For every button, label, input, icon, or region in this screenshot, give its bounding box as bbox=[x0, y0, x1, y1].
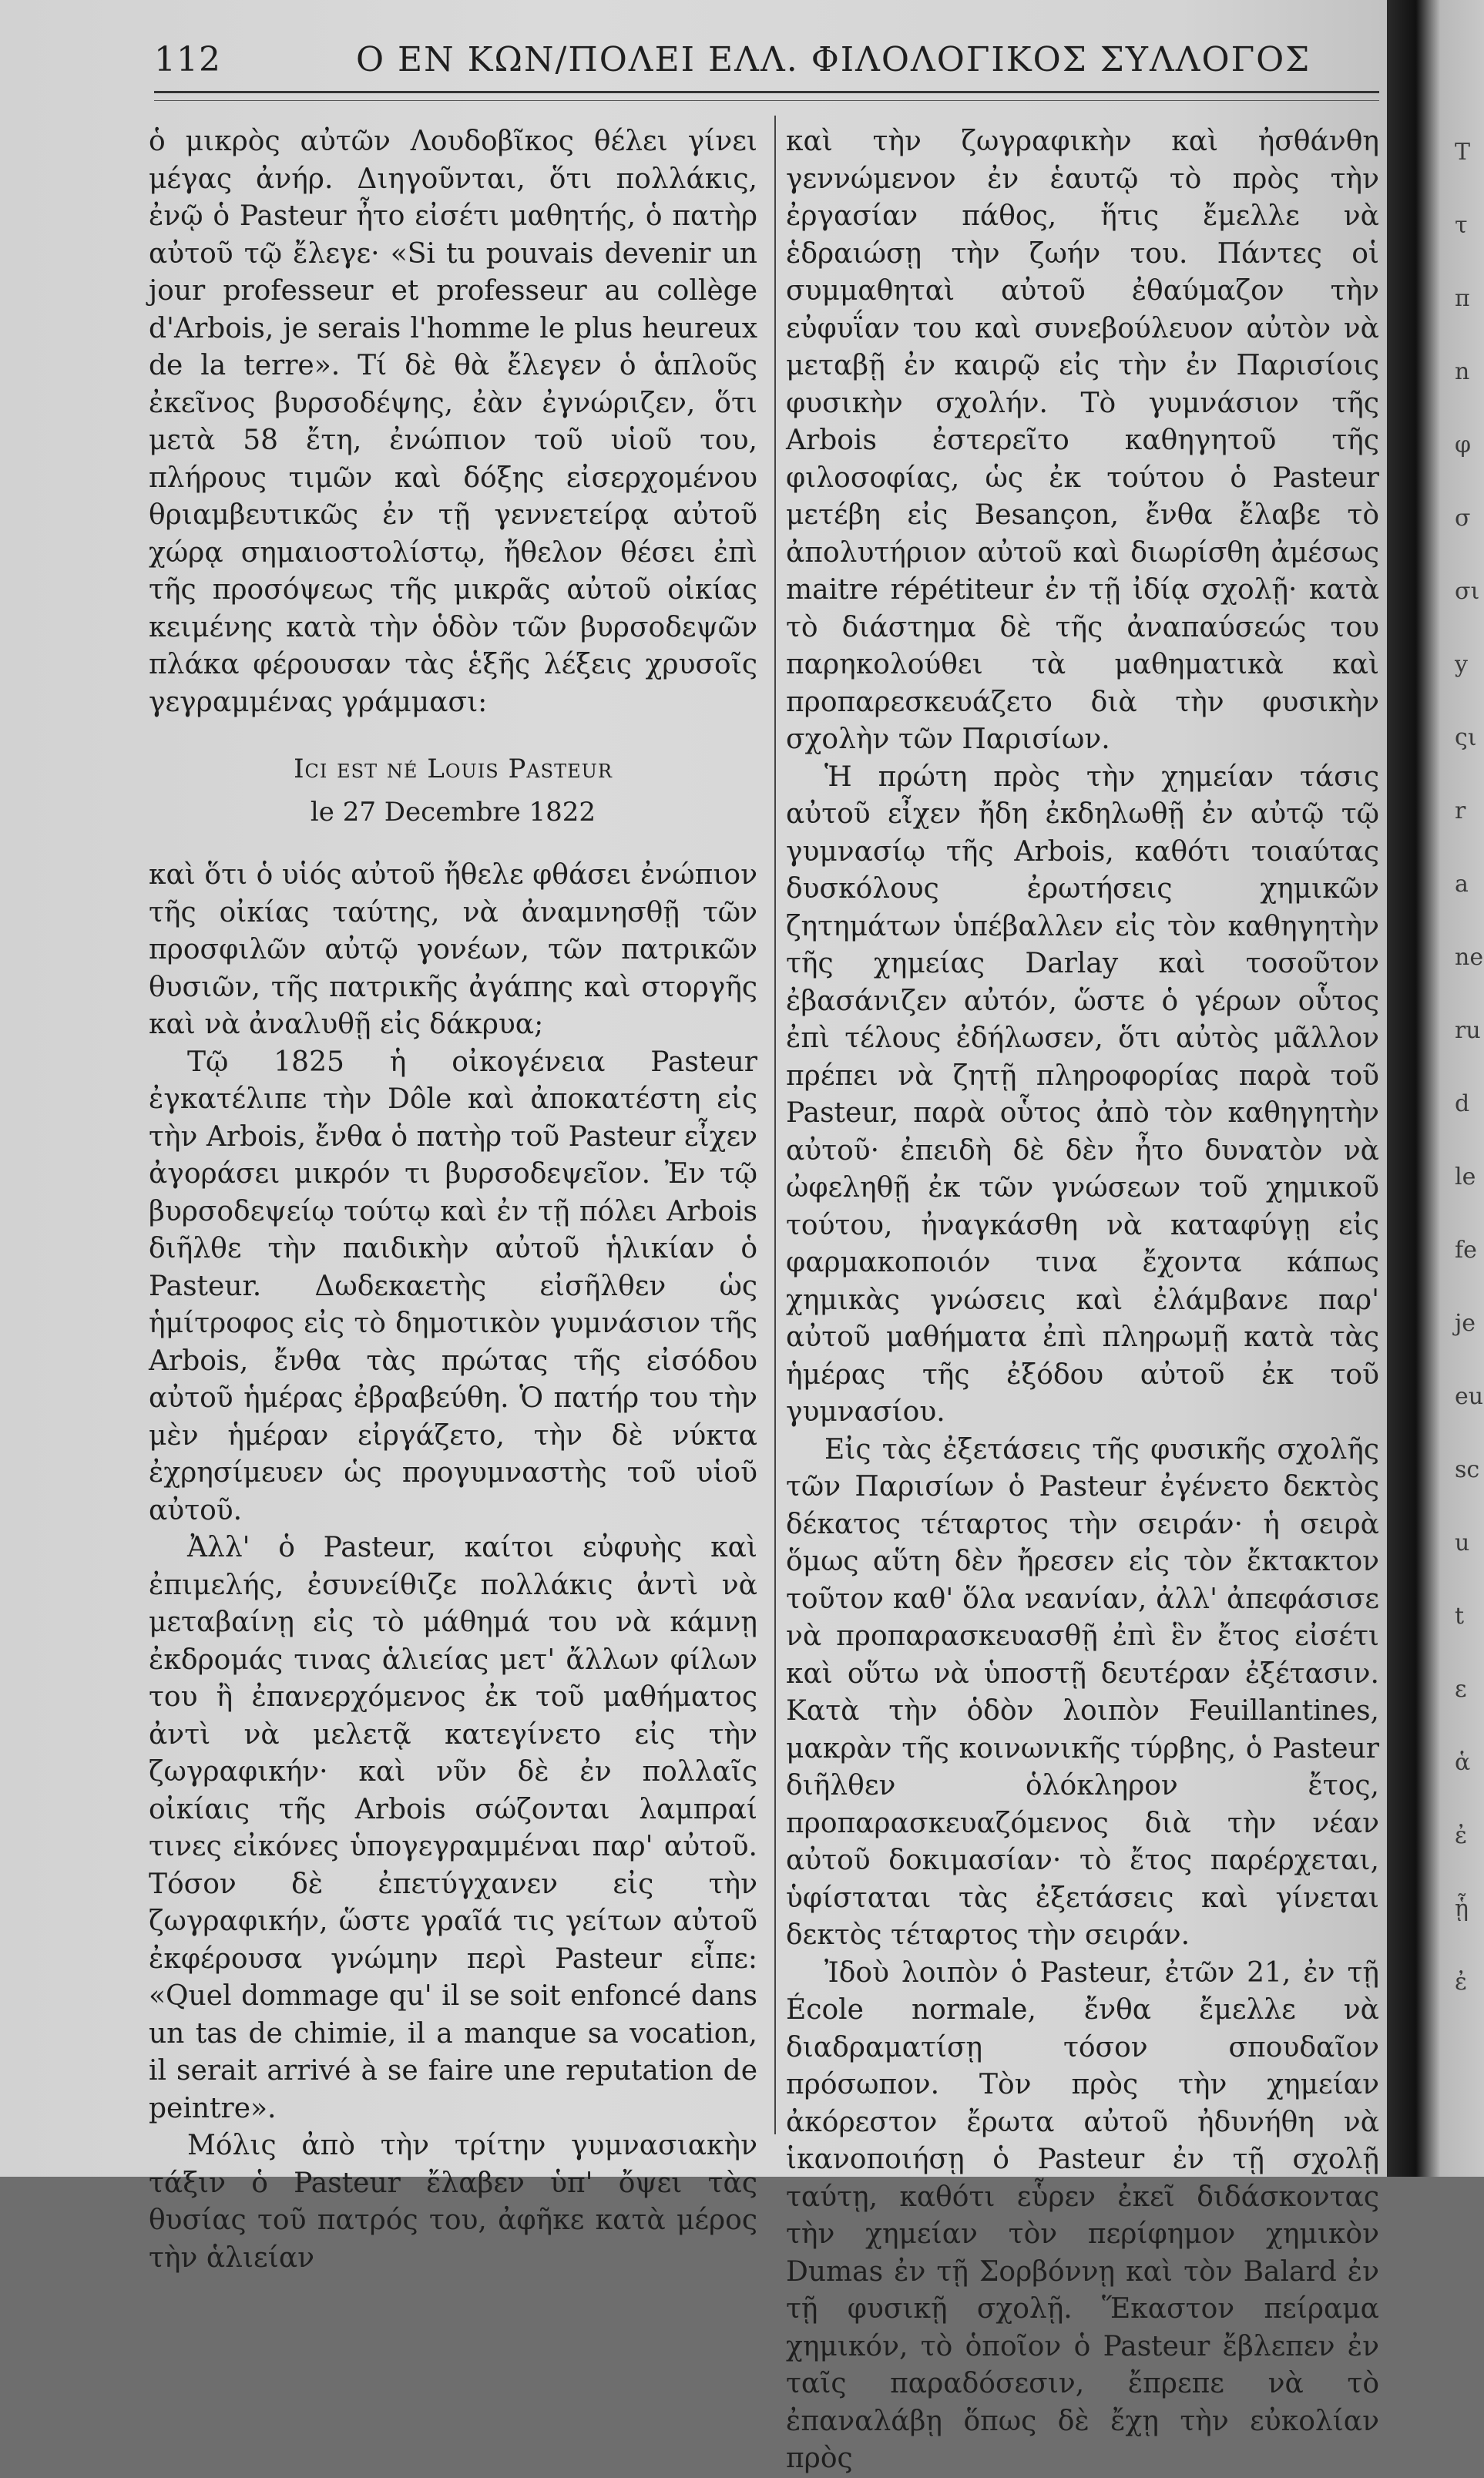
paragraph: Μόλις ἀπὸ τὴν τρίτην γυμνασιακὴν τάξιν ὁ Pasteur ἔλαβεν ὑπ' ὄψει τὰς θυσίας τοῦ πατρός του, ἀφῆκε κατὰ μέρος τὴν ἁλιείαν bbox=[149, 2130, 757, 2274]
margin-fragment: u bbox=[1455, 1529, 1470, 1556]
margin-fragment: τ bbox=[1455, 212, 1468, 239]
paragraph: Τῷ 1825 ἡ οἰκογένεια Pasteur ἐγκατέλιπε τὴν Dôle καὶ ἀποκατέστη εἰς τὴν Arbois, ἔνθα ὁ πατὴρ τοῦ Pasteur εἶχεν ἀγοράσει μικρόν τι βυρσοδεψεῖον. Ἐν τῷ βυρσοδεψείῳ τούτῳ καὶ ἐν τῇ πόλει Arbois διῆλθε τὴν παιδικὴν αὐτοῦ ἡλικίαν ὁ Pasteur. Δωδεκαετὴς εἰσῆλθεν ὡς ἡμίτροφος εἰς τὸ δημοτικὸν γυμνάσιον τῆς Arbois, ἔνθα τὰς πρώτας τῆς εἰσόδου αὐτοῦ ἡμέρας ἐβραβεύθη. Ὁ πατήρ του τὴν μὲν ἡμέραν εἰργάζετο, τὴν δὲ νύκτα ἐχρησίμευεν ὡς προγυμναστὴς τοῦ υἱοῦ αὐτοῦ. bbox=[149, 1046, 757, 1526]
margin-fragment: ἐ bbox=[1455, 1822, 1468, 1849]
plaque-inscription bbox=[149, 747, 757, 834]
margin-fragment: σι bbox=[1455, 578, 1480, 605]
margin-fragment: d bbox=[1455, 1090, 1470, 1117]
paragraph: Εἰς τὰς ἐξετάσεις τῆς φυσικῆς σχολῆς τῶν Παρισίων ὁ Pasteur ἐγένετο δεκτὸς δέκατος τέταρτος τὴν σειράν· ἡ σειρὰ ὅμως αὕτη δὲν ἤρεσεν εἰς τὸν ἔκτακτον τοῦτον καθ' ὅλα νεανίαν, ἀλλ' ἀπεφάσισε νὰ προπαρασκευασθῇ ἐπὶ ἓν ἔτος εἰσέτι καὶ οὕτω νὰ ὑποστῇ δευτέραν ἐξέτασιν. Κατὰ τὴν ὁδὸν λοιπὸν Feuillantines, μακρὰν τῆς κοινωνικῆς τύρβης, ὁ Pasteur διῆλθεν ὁλόκληρον ἔτος, προπαρασκευαζόμενος διὰ τὴν νέαν αὐτοῦ δοκιμασίαν· τὸ ἔτος παρέρχεται, ὑφίσταται τὰς ἐξετάσεις καὶ γίνεται δεκτὸς τέταρτος τὴν σειράν. bbox=[786, 1433, 1379, 1951]
margin-fragment: ςι bbox=[1455, 724, 1477, 751]
left-column bbox=[149, 123, 757, 2277]
margin-fragment: π bbox=[1455, 285, 1470, 312]
inscription-date: le 27 Decembre 1822 bbox=[310, 797, 596, 828]
margin-fragment: a bbox=[1455, 871, 1469, 898]
margin-fragment: ἐ bbox=[1455, 1969, 1468, 1996]
right-column bbox=[786, 123, 1379, 2478]
margin-fragment: le bbox=[1455, 1163, 1476, 1190]
margin-fragment: sc bbox=[1455, 1456, 1480, 1483]
margin-fragment: ru bbox=[1455, 1017, 1481, 1044]
page-number: 112 bbox=[154, 40, 221, 79]
running-title: Ο ΕΝ ΚΩΝ/ΠΟΛΕΙ ΕΛΛ. ΦΙΛΟΛΟΓΙΚΟΣ ΣΥΛΛΟΓΟΣ bbox=[356, 40, 1311, 79]
header-rule-thin bbox=[154, 100, 1379, 101]
margin-fragment: T bbox=[1455, 139, 1471, 166]
margin-fragment: n bbox=[1455, 358, 1470, 385]
paragraph: ὁ μικρὸς αὐτῶν Λουδοβῖκος θέλει γίνει μέγας ἀνήρ. Διηγοῦνται, ὅτι πολλάκις, ἐνῷ ὁ Pasteur ἦτο εἰσέτι μαθητής, ὁ πατὴρ αὐτοῦ τῷ ἔλεγε· «Si tu pouvais devenir un jour professeur et professeur au collège d'Arbois, je serais l'homme le plus heureux de la terre». Τί δὲ θὰ ἔλεγεν ὁ ἁπλοῦς ἐκεῖνος βυρσοδέψης, ἐὰν ἐγνώριζεν, ὅτι μετὰ 58 ἔτη, ἐνώπιον τοῦ υἱοῦ του, πλήρους τιμῶν καὶ δόξης εἰσερχομένου θριαμβευτικῶς ἐν τῇ γεννετείρᾳ αὐτοῦ χώρᾳ σημαιοστολίστῳ, ἤθελον θέσει ἐπὶ τῆς προσόψεως τῆς μικρᾶς αὐτοῦ οἰκίας κειμένης κατὰ τὴν ὁδὸν τῶν βυρσοδεψῶν πλάκα φέρουσαν τὰς ἑξῆς λέξεις χρυσοῖς γεγραμμένας γράμμασι: bbox=[149, 126, 757, 718]
margin-fragment: r bbox=[1455, 797, 1466, 824]
margin-fragment: t bbox=[1455, 1603, 1465, 1630]
header-rule bbox=[154, 91, 1379, 93]
margin-fragment: y bbox=[1455, 651, 1468, 678]
paragraph: Ἰδοὺ λοιπὸν ὁ Pasteur, ἐτῶν 21, ἐν τῇ École normale, ἔνθα ἔμελλε νὰ διαδραματίσῃ τόσον σπουδαῖον πρόσωπον. Τὸν πρὸς τὴν χημείαν ἀκόρεστον ἔρωτα αὐτοῦ ἠδυνήθη νὰ ἱκανοποιήσῃ ὁ Pasteur ἐν τῇ σχολῇ ταύτῃ, καθότι εὗρεν ἐκεῖ διδάσκοντας τὴν χημείαν τὸν περίφημον χημικὸν Dumas ἐν τῇ Σορβόννῃ καὶ τὸν Balard ἐν τῇ φυσικῇ σχολῇ. Ἕκαστον πείραμα χημικόν, τὸ ὁποῖον ὁ Pasteur ἔβλεπεν ἐν ταῖς παραδόσεσιν, ἔπρεπε νὰ τὸ ἐπαναλάβῃ ὅπως δὲ ἔχῃ τὴν εὐκολίαν πρὸς bbox=[786, 1956, 1379, 2474]
margin-fragment: fe bbox=[1455, 1237, 1477, 1264]
margin-fragment: ᾗ bbox=[1455, 1895, 1469, 1922]
paragraph: καὶ ὅτι ὁ υἱός αὐτοῦ ἤθελε φθάσει ἐνώπιον τῆς οἰκίας ταύτης, νὰ ἀναμνησθῇ τῶν προσφιλῶν αὐτῷ γονέων, τῶν πατρικῶν θυσιῶν, τῆς πατρικῆς ἀγάπης καὶ στοργῆς καὶ νὰ ἀναλυθῇ εἰς δάκρυα; bbox=[149, 859, 757, 1040]
inscription-line: Ici est né Louis Pasteur bbox=[294, 754, 613, 784]
paragraph: Ἀλλ' ὁ Pasteur, καίτοι εὐφυὴς καὶ ἐπιμελής, ἐσυνείθιζε πολλάκις ἀντὶ νὰ μεταβαίνῃ εἰς τὸ μάθημά του νὰ κάμνῃ ἐκδρομάς τινας ἁλιείας μετ' ἄλλων φίλων του ἢ ἐπανερχόμενος ἐκ τοῦ μαθήματος ἀντὶ νὰ μελετᾷ κατεγίνετο εἰς τὴν ζωγραφικήν· καὶ νῦν δὲ ἐν πολλαῖς οἰκίαις τῆς Arbois σώζονται λαμπραί τινες εἰκόνες ὑπογεγραμμέναι παρ' αὐτοῦ. Τόσον δὲ ἐπετύγχανεν εἰς τὴν ζωγραφικήν, ὥστε γραῖά τις γείτων αὐτοῦ ἐκφέρουσα γνώμην περὶ Pasteur εἶπε: «Quel dommage qu' il se soit enfoncé dans un tas de chimie, il a manque sa vocation, il serait arrivé à se faire une reputation de peintre». bbox=[149, 1532, 757, 2124]
margin-fragment: ἁ bbox=[1455, 1749, 1471, 1776]
paragraph: καὶ τὴν ζωγραφικὴν καὶ ἠσθάνθη γεννώμενον ἐν ἑαυτῷ τὸ πρὸς τὴν ἐργασίαν πάθος, ἥτις ἔμελλε νὰ ἑδραιώσῃ τὴν ζωήν του. Πάντες οἱ συμμαθηταὶ αὐτοῦ ἐθαύμαζον τὴν εὐφυΐαν του καὶ συνεβούλευον αὐτὸν νὰ μεταβῇ ἐν καιρῷ εἰς τὴν ἐν Παρισίοις φυσικὴν σχολήν. Τὸ γυμνάσιον τῆς Arbois ἐστερεῖτο καθηγητοῦ τῆς φιλοσοφίας, ὡς ἐκ τούτου ὁ Pasteur μετέβη εἰς Besançon, ἔνθα ἔλαβε τὸ ἀπολυτήριον αὐτοῦ καὶ διωρίσθη ἀμέσως maitre répétiteur ἐν τῇ ἰδίᾳ σχολῇ· κατὰ τὸ διάστημα δὲ τῆς ἀναπαύσεώς του παρηκολούθει τὰ μαθηματικὰ καὶ προπαρεσκευάζετο διὰ τὴν φυσικὴν σχολὴν τῶν Παρισίων. bbox=[786, 126, 1379, 755]
margin-fragment: ne bbox=[1455, 944, 1484, 971]
margin-fragment: je bbox=[1455, 1310, 1476, 1337]
margin-fragment: φ bbox=[1455, 431, 1472, 458]
page-header bbox=[154, 40, 1379, 86]
margin-fragment: ε bbox=[1455, 1676, 1467, 1703]
paragraph: Ἡ πρώτη πρὸς τὴν χημείαν τάσις αὐτοῦ εἶχεν ἤδη ἐκδηλωθῇ ἐν αὐτῷ τῷ γυμνασίῳ τῆς Arbois, καθότι τοιαύτας δυσκόλους ἐρωτήσεις χημικῶν ζητημάτων ὑπέβαλλεν εἰς τὸν καθηγητὴν τῆς χημείας Darlay καὶ τοσοῦτον ἐβασάνιζεν αὐτόν, ὥστε ὁ γέρων οὗτος ἐπὶ τέλους ἐδήλωσεν, ὅτι αὐτὸς μᾶλλον πρέπει νὰ ζητῇ πληροφορίας παρὰ τοῦ Pasteur, παρὰ οὗτος ἀπὸ τὸν καθηγητὴν αὐτοῦ· ἐπειδὴ δὲ δὲν ἦτο δυνατὸν νὰ ὠφεληθῇ ἐκ τῶν γνώσεων τοῦ χημικοῦ τούτου, ἠναγκάσθη νὰ καταφύγῃ εἰς φαρμακοποιόν τινα ἔχοντα κάπως χημικὰς γνώσεις καὶ ἐλάμβανε παρ' αὐτοῦ μαθήματα ἐπὶ πληρωμῇ κατὰ τὰς ἡμέρας τῆς ἐξόδου αὐτοῦ ἐκ τοῦ γυμνασίου. bbox=[786, 761, 1379, 1428]
book-gutter bbox=[1387, 0, 1484, 2177]
column-divider bbox=[774, 116, 776, 2134]
margin-fragment: eu bbox=[1455, 1383, 1484, 1410]
margin-fragment: σ bbox=[1455, 505, 1471, 532]
